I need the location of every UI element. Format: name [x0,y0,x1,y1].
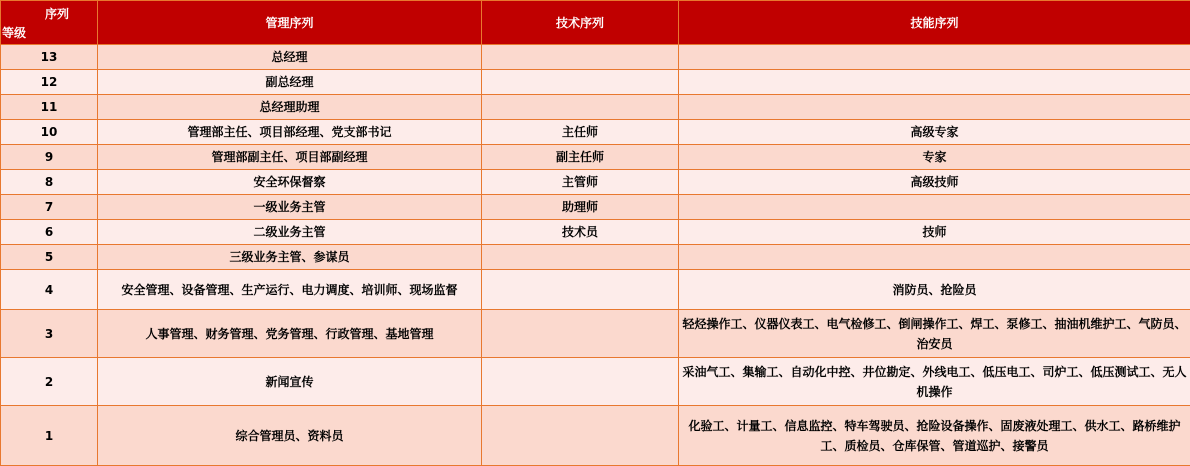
skill-cell: 专家 [679,145,1190,170]
skill-cell: 技师 [679,220,1190,245]
table-row [1,145,1190,170]
skill-cell: 轻烃操作工、仪器仪表工、电气检修工、倒闸操作工、焊工、泵修工、抽油机维护工、气防员、治安员 [679,310,1190,358]
header-row [1,1,1190,45]
technical-cell [482,95,679,120]
table-row [1,406,1190,466]
management-cell: 副总经理 [98,70,482,95]
table-row [1,95,1190,120]
table-row [1,245,1190,270]
management-cell: 一级业务主管 [98,195,482,220]
level-cell: 4 [1,270,98,310]
skill-cell: 高级专家 [679,120,1190,145]
management-cell: 总经理助理 [98,95,482,120]
technical-sequence-header: 技术序列 [482,1,679,45]
technical-cell: 主管师 [482,170,679,195]
skill-cell: 采油气工、集输工、自动化中控、井位勘定、外线电工、低压电工、司炉工、低压测试工、无人机操作 [679,358,1190,406]
skill-cell [679,70,1190,95]
level-cell: 13 [1,45,98,70]
skill-cell [679,195,1190,220]
skill-cell: 消防员、抢险员 [679,270,1190,310]
management-cell: 安全管理、设备管理、生产运行、电力调度、培训师、现场监督 [98,270,482,310]
technical-cell [482,245,679,270]
table-row [1,220,1190,245]
level-cell: 7 [1,195,98,220]
management-sequence-header: 管理序列 [98,1,482,45]
table-row [1,70,1190,95]
level-cell: 6 [1,220,98,245]
skill-cell: 高级技师 [679,170,1190,195]
technical-cell [482,358,679,406]
management-cell: 人事管理、财务管理、党务管理、行政管理、基地管理 [98,310,482,358]
management-cell: 管理部副主任、项目部副经理 [98,145,482,170]
skill-cell [679,245,1190,270]
level-cell: 1 [1,406,98,466]
table-row [1,310,1190,358]
level-cell: 9 [1,145,98,170]
level-cell: 12 [1,70,98,95]
technical-cell: 技术员 [482,220,679,245]
management-cell: 总经理 [98,45,482,70]
level-cell: 11 [1,95,98,120]
management-cell: 三级业务主管、参谋员 [98,245,482,270]
management-cell: 综合管理员、资料员 [98,406,482,466]
table-row [1,358,1190,406]
table-row [1,120,1190,145]
level-cell: 2 [1,358,98,406]
technical-cell: 主任师 [482,120,679,145]
management-cell: 二级业务主管 [98,220,482,245]
sequence-corner-label: 序列 [44,7,69,21]
management-cell: 安全环保督察 [98,170,482,195]
table-row [1,170,1190,195]
level-cell: 3 [1,310,98,358]
technical-cell: 副主任师 [482,145,679,170]
technical-cell [482,406,679,466]
skill-cell [679,95,1190,120]
skill-cell [679,45,1190,70]
skill-sequence-header: 技能序列 [679,1,1190,45]
level-cell: 5 [1,245,98,270]
level-corner-label: 等级 [2,26,27,40]
technical-cell [482,310,679,358]
table-row [1,45,1190,70]
table-row [1,270,1190,310]
table-row [1,195,1190,220]
level-cell: 8 [1,170,98,195]
management-cell: 管理部主任、项目部经理、党支部书记 [98,120,482,145]
corner-header-cell [1,1,98,45]
technical-cell [482,270,679,310]
technical-cell: 助理师 [482,195,679,220]
skill-cell: 化验工、计量工、信息监控、特车驾驶员、抢险设备操作、固废液处理工、供水工、路桥维护工、质检员、仓库保管、管道巡护、接警员 [679,406,1190,466]
management-cell: 新闻宣传 [98,358,482,406]
technical-cell [482,45,679,70]
level-cell: 10 [1,120,98,145]
technical-cell [482,70,679,95]
